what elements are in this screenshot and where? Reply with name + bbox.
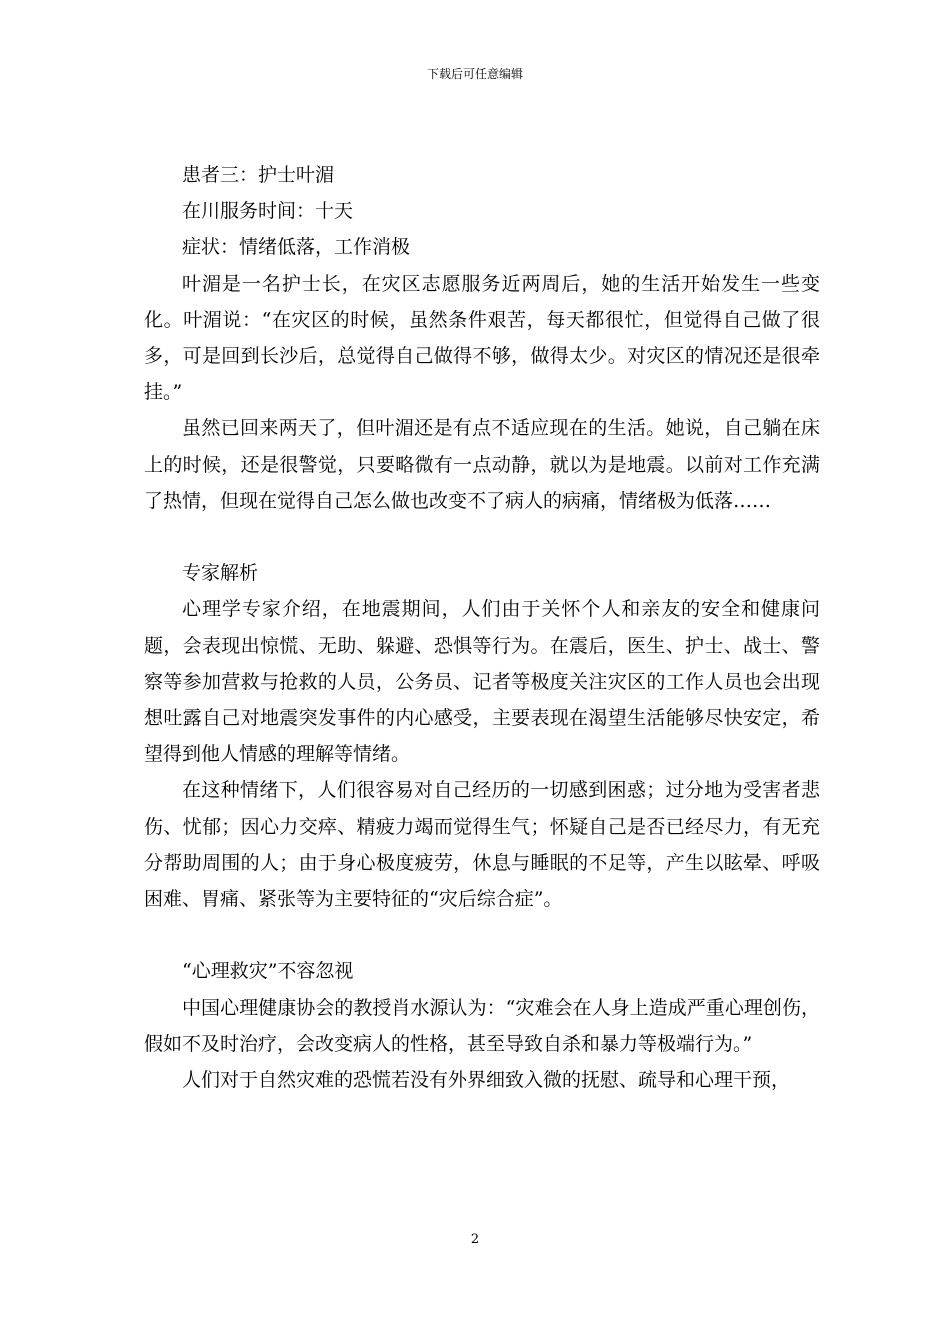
- document-body: [144, 157, 820, 1098]
- paragraph-5: 中国心理健康协会的教授肖水源认为：“灾难会在人身上造成严重心理创伤，假如不及时治疗，会改变病人的性格，甚至导致自杀和暴力等极端行为。”: [144, 996, 820, 1055]
- paragraph-3: 心理学专家介绍，在地震期间，人们由于关怀个人和亲友的安全和健康问题，会表现出惊慌、无助、躲避、恐惧等行为。在震后，医生、护士、战士、警察等参加营救与抢救的人员，公务员、记者等极度关注灾区的工作人员也会出现想吐露自己对地震突发事件的内心感受，主要表现在渴望生活能够尽快安定，希望得到他人情感的理解等情绪。: [144, 598, 820, 766]
- blank-line: [144, 917, 820, 953]
- page-number: 2: [470, 1232, 480, 1247]
- symptoms: 症状：情绪低落，工作消极: [182, 236, 411, 259]
- expert-heading: 专家解析: [182, 562, 259, 585]
- paragraph-1: 叶湄是一名护士长，在灾区志愿服务近两周后，她的生活开始发生一些变化。叶湄说：“在灾区的时候，虽然条件艰苦，每天都很忙，但觉得自己做了很多，可是回到长沙后，总觉得自己做得不够，做得太少。对灾区的情况还是很牵挂。”: [144, 272, 820, 404]
- section-heading: “心理救灾”不容忽视: [182, 960, 354, 983]
- blank-line: [144, 519, 820, 555]
- service-time: 在川服务时间：十天: [182, 200, 354, 223]
- paragraph-2: 虽然已回来两天了，但叶湄还是有点不适应现在的生活。她说，自己躺在床上的时候，还是很警觉，只要略微有一点动静，就以为是地震。以前对工作充满了热情，但现在觉得自己怎么做也改变不了病人的病痛，情绪极为低落……: [144, 417, 820, 512]
- paragraph-4: 在这种情绪下，人们很容易对自己经历的一切感到困惑；过分地为受害者悲伤、忧郁；因心力交瘁、精疲力竭而觉得生气；怀疑自己是否已经尽力，有无充分帮助周围的人；由于身心极度疲劳，休息与睡眠的不足等，产生以眩晕、呼吸困难、胃痛、紧张等为主要特征的“灾后综合症”。: [144, 779, 820, 911]
- page-header: 下载后可任意编辑: [426, 67, 523, 81]
- paragraph-6: 人们对于自然灾难的恐慌若没有外界细致入微的抚慰、疏导和心理干预，: [182, 1069, 791, 1092]
- patient-title: 患者三：护士叶湄: [182, 164, 335, 186]
